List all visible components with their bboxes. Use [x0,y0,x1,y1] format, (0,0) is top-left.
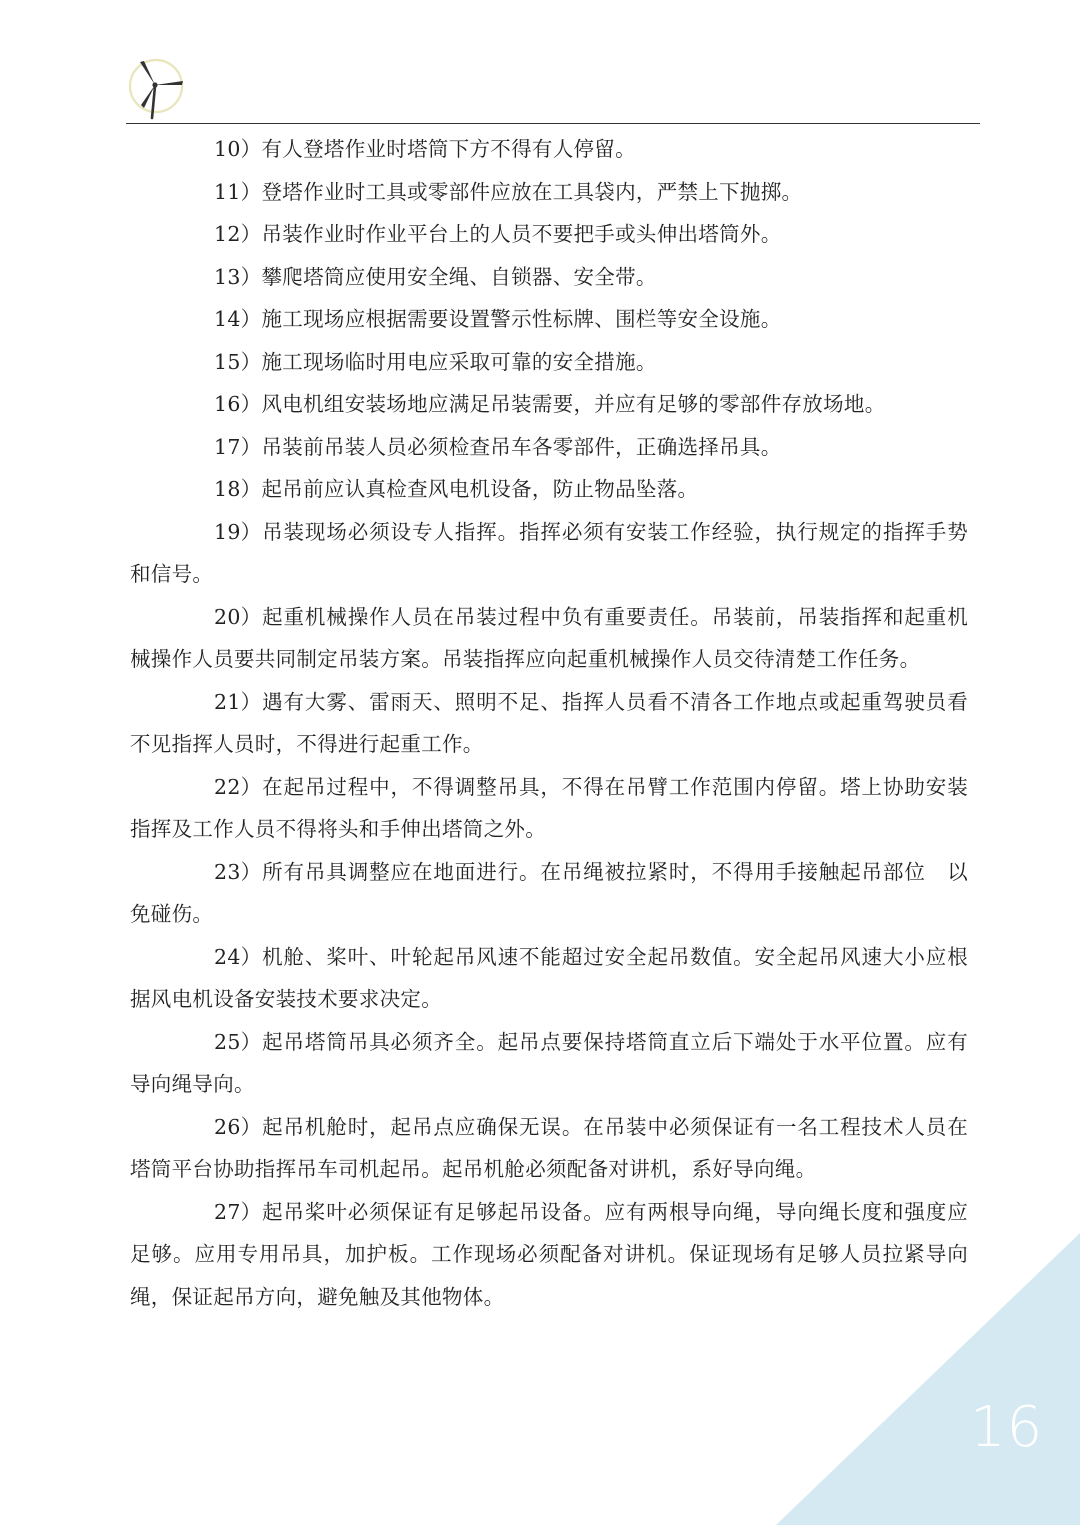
rule-item [130,936,968,1021]
rule-item [130,851,968,936]
rule-number: 25） [214,1029,262,1054]
rule-number: 18） [214,477,262,501]
rule-text: 风电机组安装场地应满足吊装需要，并应有足够的零部件存放场地。 [261,392,886,416]
rule-text: 起重机械操作人员在吊装过程中负有重要责任。吊装前，吊装指挥和起重机械操作人员要共同制定吊装方案。吊装指挥应向起重机械操作人员交待清楚工作任务。 [130,604,968,671]
rule-text: 施工现场应根据需要设置警示性标牌、围栏等安全设施。 [261,307,782,331]
rule-text: 起吊桨叶必须保证有足够起吊设备。应有两根导向绳，导向绳长度和强度应足够。应用专用吊具，加护板。工作现场必须配备对讲机。保证现场有足够人员拉紧导向绳，保证起吊方向，避免触及其他物体。 [130,1199,968,1309]
corner-triangle [776,1233,1080,1525]
rule-number: 10） [214,137,262,161]
rule-item [130,766,968,851]
rule-text: 起吊塔筒吊具必须齐全。起吊点要保持塔筒直立后下端处于水平位置。应有导向绳导向。 [130,1029,968,1096]
rule-number: 22） [214,774,262,799]
rule-number: 14） [214,307,262,331]
rule-number: 11） [214,179,262,204]
rule-text: 遇有大雾、雷雨天、照明不足、指挥人员看不清各工作地点或起重驾驶员看不见指挥人员时，不得进行起重工作。 [130,689,968,756]
rule-number: 21） [214,689,262,714]
rule-item [130,171,968,214]
rule-number: 24） [214,944,262,969]
rule-text: 有人登塔作业时塔筒下方不得有人停留。 [261,137,636,161]
rule-number: 16） [214,392,262,416]
rule-item [130,511,968,596]
rule-number: 20） [214,604,262,629]
rule-item [130,1021,968,1106]
rule-item [130,1106,968,1191]
rule-item [130,213,968,256]
rule-number: 19） [214,519,262,544]
rule-text: 起吊机舱时，起吊点应确保无误。在吊装中必须保证有一名工程技术人员在塔筒平台协助指挥吊车司机起吊。起吊机舱必须配备对讲机，系好导向绳。 [130,1114,968,1181]
rule-text: 吊装前吊装人员必须检查吊车各零部件，正确选择吊具。 [261,434,782,459]
rule-text: 攀爬塔筒应使用安全绳、自锁器、安全带。 [261,264,657,289]
rule-text: 施工现场临时用电应采取可靠的安全措施。 [261,349,657,374]
rule-item [130,681,968,766]
rule-number: 27） [214,1199,262,1224]
rule-item [130,468,968,511]
rule-number: 17） [214,434,262,459]
rule-item [130,298,968,341]
rule-item [130,426,968,469]
rule-text: 吊装现场必须设专人指挥。指挥必须有安装工作经验，执行规定的指挥手势和信号。 [130,519,968,586]
rule-item [130,596,968,681]
rule-text: 吊装作业时作业平台上的人员不要把手或头伸出塔筒外。 [261,222,782,246]
safety-rules-list [130,128,968,1318]
rule-text: 起吊前应认真检查风电机设备，防止物品坠落。 [261,477,699,501]
rule-text: 登塔作业时工具或零部件应放在工具袋内，严禁上下抛掷。 [261,179,803,204]
rule-number: 13） [214,264,262,289]
rule-item [130,128,968,171]
header-divider [126,123,980,124]
page-number: 16 [970,1395,1044,1460]
rule-number: 26） [214,1114,262,1139]
rule-item [130,341,968,384]
corner-decoration [776,1233,1080,1525]
rule-number: 12） [214,222,262,246]
rule-text: 机舱、桨叶、叶轮起吊风速不能超过安全起吊数值。安全起吊风速大小应根据风电机设备安装技术要求决定。 [130,944,968,1011]
rule-text: 在起吊过程中，不得调整吊具，不得在吊臂工作范围内停留。塔上协助安装指挥及工作人员不得将头和手伸出塔筒之外。 [130,774,968,841]
rule-number: 15） [214,349,262,374]
rule-item [130,383,968,426]
wind-turbine-icon [128,56,188,122]
rule-item [130,256,968,299]
rule-text: 所有吊具调整应在地面进行。在吊绳被拉紧时，不得用手接触起吊部位 以免碰伤。 [130,859,968,926]
rule-number: 23） [214,859,262,884]
